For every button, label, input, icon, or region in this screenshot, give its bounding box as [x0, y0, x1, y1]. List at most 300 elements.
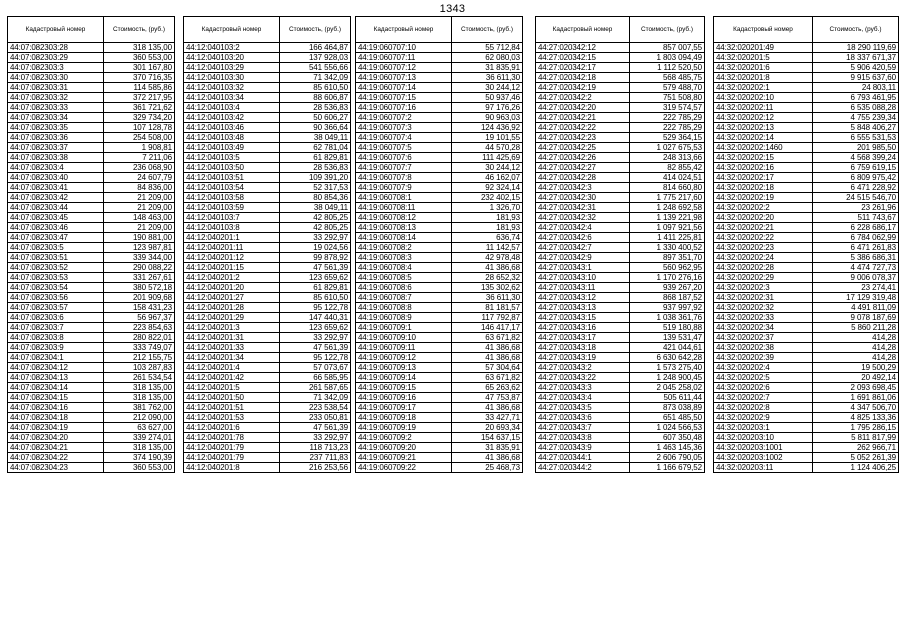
- table-row: [8, 43, 175, 53]
- cadastral-number-cell: 44:32:020203:1002: [714, 453, 813, 463]
- cadastral-number-cell: 44:27:020343:10: [536, 273, 630, 283]
- table-row: [184, 393, 351, 403]
- cadastral-number-cell: 44:19:060707:15: [356, 93, 452, 103]
- table-row: [184, 343, 351, 353]
- cadastral-number-cell: 44:27:020342:27: [536, 163, 630, 173]
- cadastral-number-cell: 44:19:060709:20: [356, 443, 452, 453]
- cost-cell: 19 101,55: [452, 133, 523, 143]
- table-row: [184, 253, 351, 263]
- cadastral-number-cell: 44:32:020202:11: [714, 103, 813, 113]
- cost-cell: 414,28: [813, 353, 899, 363]
- cost-cell: 28 536,83: [280, 163, 351, 173]
- cost-cell: 47 561,39: [280, 343, 351, 353]
- cadastral-number-cell: 44:12:040201:42: [184, 373, 280, 383]
- table-row: [536, 213, 705, 223]
- cost-cell: 280 822,01: [104, 333, 175, 343]
- cadastral-number-cell: 44:19:060707:16: [356, 103, 452, 113]
- table-row: [356, 43, 523, 53]
- cost-cell: 63 627,00: [104, 423, 175, 433]
- cost-cell: 123 987,81: [104, 243, 175, 253]
- table-row: [8, 463, 175, 473]
- table-row: [714, 223, 899, 233]
- table-row: [356, 73, 523, 83]
- table-row: [714, 93, 899, 103]
- cadastral-number-cell: 44:19:060708:7: [356, 293, 452, 303]
- cadastral-number-cell: 44:32:020203:1001: [714, 443, 813, 453]
- table-row: [8, 233, 175, 243]
- table-row: [714, 363, 899, 373]
- cost-cell: 190 881,00: [104, 233, 175, 243]
- table-header-row: [536, 17, 705, 43]
- cadastral-number-cell: 44:32:020202:1460: [714, 143, 813, 153]
- cadastral-number-cell: 44:19:060708:8: [356, 303, 452, 313]
- table-row: [714, 73, 899, 83]
- table-row: [8, 343, 175, 353]
- cadastral-number-cell: 44:27:020342:28: [536, 173, 630, 183]
- cadastral-number-cell: 44:32:020202:39: [714, 353, 813, 363]
- cadastral-number-cell: 44:32:020202:3: [714, 283, 813, 293]
- cost-cell: 1 248 692,58: [630, 203, 705, 213]
- cadastral-number-cell: 44:07:082303:28: [8, 43, 104, 53]
- cost-cell: 47 753,87: [452, 393, 523, 403]
- cost-cell: 82 855,42: [630, 163, 705, 173]
- table-row: [356, 393, 523, 403]
- table-row: [184, 73, 351, 83]
- cadastral-number-cell: 44:07:082303:52: [8, 263, 104, 273]
- table-row: [356, 83, 523, 93]
- cadastral-number-cell: 44:12:040201:5: [184, 383, 280, 393]
- cadastral-number-cell: 44:07:082303:51: [8, 253, 104, 263]
- cadastral-number-cell: 44:27:020342:22: [536, 123, 630, 133]
- cadastral-number-cell: 44:27:020342:21: [536, 113, 630, 123]
- table-row: [8, 123, 175, 133]
- cost-cell: 44 570,28: [452, 143, 523, 153]
- cadastral-number-cell: 44:12:040201:78: [184, 433, 280, 443]
- cost-cell: 65 263,62: [452, 383, 523, 393]
- cadastral-number-cell: 44:19:060708:2: [356, 243, 452, 253]
- table-row: [8, 103, 175, 113]
- cost-cell: 868 187,52: [630, 293, 705, 303]
- table-row: [714, 443, 899, 453]
- cost-cell: 166 464,87: [280, 43, 351, 53]
- cadastral-number-cell: 44:07:082303:8: [8, 333, 104, 343]
- cadastral-number-cell: 44:19:060707:14: [356, 83, 452, 93]
- cost-cell: 237 711,83: [280, 453, 351, 463]
- cadastral-number-cell: 44:27:020342:2: [536, 93, 630, 103]
- cost-cell: 21 209,00: [104, 203, 175, 213]
- cadastral-number-cell: 44:32:020202:8: [714, 403, 813, 413]
- cost-cell: 1 795 286,15: [813, 423, 899, 433]
- cost-cell: 28 652,32: [452, 273, 523, 283]
- cost-cell: 370 716,35: [104, 73, 175, 83]
- cadastral-number-cell: 44:07:082303:46: [8, 223, 104, 233]
- cost-cell: 95 122,78: [280, 303, 351, 313]
- cost-cell: 333 749,07: [104, 343, 175, 353]
- table-row: [8, 283, 175, 293]
- table-row: [8, 163, 175, 173]
- cost-cell: 1 139 221,98: [630, 213, 705, 223]
- cost-cell: 414,28: [813, 343, 899, 353]
- cadastral-number-cell: 44:19:060707:4: [356, 133, 452, 143]
- cost-cell: 90 963,03: [452, 113, 523, 123]
- cost-cell: 380 572,18: [104, 283, 175, 293]
- cadastral-number-cell: 44:12:040103:46: [184, 123, 280, 133]
- table-row: [184, 133, 351, 143]
- table-row: [536, 433, 705, 443]
- cadastral-number-cell: 44:07:082303:38: [8, 153, 104, 163]
- table-row: [536, 193, 705, 203]
- cost-cell: 20 693,34: [452, 423, 523, 433]
- cost-cell: 1 775 217,60: [630, 193, 705, 203]
- cost-cell: 33 427,71: [452, 413, 523, 423]
- table-row: [536, 203, 705, 213]
- cadastral-number-cell: 44:12:040201:34: [184, 353, 280, 363]
- cost-cell: 5 811 817,99: [813, 433, 899, 443]
- registry-tables: [7, 16, 901, 638]
- table-row: [356, 253, 523, 263]
- table-row: [536, 73, 705, 83]
- cadastral-number-cell: 44:32:020202:34: [714, 323, 813, 333]
- cadastral-number-cell: 44:32:020202:10: [714, 93, 813, 103]
- table-row: [184, 313, 351, 323]
- table-row: [714, 53, 899, 63]
- cost-cell: 248 313,66: [630, 153, 705, 163]
- cost-cell: 38 049,11: [280, 133, 351, 143]
- cadastral-number-cell: 44:12:040103:8: [184, 223, 280, 233]
- cadastral-number-cell: 44:27:020342:18: [536, 73, 630, 83]
- cost-cell: 212 090,00: [104, 413, 175, 423]
- table-row: [356, 293, 523, 303]
- table-row: [184, 443, 351, 453]
- cadastral-number-cell: 44:32:020201:5: [714, 53, 813, 63]
- cost-cell: 232 402,15: [452, 193, 523, 203]
- cost-cell: 541 556,66: [280, 63, 351, 73]
- cost-cell: 223 538,54: [280, 403, 351, 413]
- cadastral-number-cell: 44:27:020342:23: [536, 133, 630, 143]
- cost-cell: 261 587,65: [280, 383, 351, 393]
- column-header-cadastral-number: Кадастровый номер: [714, 17, 813, 43]
- cost-cell: 5 860 211,28: [813, 323, 899, 333]
- table-row: [356, 343, 523, 353]
- table-row: [536, 383, 705, 393]
- table-row: [184, 103, 351, 113]
- cost-cell: 47 561,39: [280, 263, 351, 273]
- cost-cell: 216 253,56: [280, 463, 351, 473]
- cadastral-number-cell: 44:07:082304:14: [8, 383, 104, 393]
- cost-cell: 36 611,30: [452, 73, 523, 83]
- cadastral-number-cell: 44:19:060708:12: [356, 213, 452, 223]
- cadastral-number-cell: 44:07:082304:19: [8, 423, 104, 433]
- table-row: [714, 193, 899, 203]
- cadastral-number-cell: 44:07:082303:33: [8, 103, 104, 113]
- cost-cell: 222 785,29: [630, 113, 705, 123]
- column-header-cost: Стоимость, (руб.): [630, 17, 705, 43]
- table-row: [8, 93, 175, 103]
- cadastral-table: [713, 16, 899, 473]
- cost-cell: 50 937,46: [452, 93, 523, 103]
- cadastral-number-cell: 44:07:082304:23: [8, 463, 104, 473]
- cost-cell: 223 854,63: [104, 323, 175, 333]
- cadastral-number-cell: 44:32:020202:28: [714, 263, 813, 273]
- cadastral-number-cell: 44:12:040201:31: [184, 333, 280, 343]
- table-row: [356, 103, 523, 113]
- cost-cell: 57 073,67: [280, 363, 351, 373]
- table-row: [536, 403, 705, 413]
- cadastral-number-cell: 44:32:020202:7: [714, 393, 813, 403]
- cadastral-number-cell: 44:27:020342:25: [536, 143, 630, 153]
- table-row: [714, 173, 899, 183]
- table-row: [714, 413, 899, 423]
- cadastral-number-cell: 44:19:060709:2: [356, 433, 452, 443]
- table-row: [536, 173, 705, 183]
- cadastral-number-cell: 44:32:020202:23: [714, 243, 813, 253]
- cost-cell: 1 038 361,76: [630, 313, 705, 323]
- table-row: [536, 293, 705, 303]
- cadastral-number-cell: 44:07:082303:30: [8, 73, 104, 83]
- cost-cell: 339 344,00: [104, 253, 175, 263]
- table-row: [8, 443, 175, 453]
- cost-cell: 36 611,30: [452, 293, 523, 303]
- table-row: [356, 403, 523, 413]
- cost-cell: 360 553,00: [104, 463, 175, 473]
- cost-cell: 381 762,00: [104, 403, 175, 413]
- cost-cell: 21 209,00: [104, 193, 175, 203]
- cadastral-number-cell: 44:07:082303:4: [8, 163, 104, 173]
- cadastral-number-cell: 44:12:040103:51: [184, 173, 280, 183]
- table-row: [8, 63, 175, 73]
- cost-cell: 88 606,87: [280, 93, 351, 103]
- table-row: [184, 283, 351, 293]
- table-header-row: [8, 17, 175, 43]
- cadastral-number-cell: 44:32:020202:17: [714, 173, 813, 183]
- cost-cell: 5 906 420,59: [813, 63, 899, 73]
- cost-cell: 137 928,03: [280, 53, 351, 63]
- cost-cell: 33 292,97: [280, 233, 351, 243]
- cost-cell: 71 342,09: [280, 73, 351, 83]
- table-row: [184, 303, 351, 313]
- cadastral-number-cell: 44:12:040201:33: [184, 343, 280, 353]
- table-row: [356, 373, 523, 383]
- table-row: [8, 453, 175, 463]
- cadastral-number-cell: 44:07:082303:9: [8, 343, 104, 353]
- cost-cell: 607 350,48: [630, 433, 705, 443]
- cadastral-number-cell: 44:27:020342:12: [536, 43, 630, 53]
- cadastral-number-cell: 44:32:020202:24: [714, 253, 813, 263]
- table-row: [184, 203, 351, 213]
- cadastral-number-cell: 44:19:060708:3: [356, 253, 452, 263]
- cost-cell: 505 611,44: [630, 393, 705, 403]
- cost-cell: 1 170 276,16: [630, 273, 705, 283]
- cost-cell: 873 038,89: [630, 403, 705, 413]
- table-row: [356, 383, 523, 393]
- cadastral-table: [355, 16, 523, 473]
- cadastral-number-cell: 44:27:020343:4: [536, 393, 630, 403]
- cost-cell: 414,28: [813, 333, 899, 343]
- cost-cell: 50 606,27: [280, 113, 351, 123]
- cost-cell: 25 468,73: [452, 463, 523, 473]
- cost-cell: 41 386,68: [452, 353, 523, 363]
- table-row: [184, 63, 351, 73]
- cadastral-number-cell: 44:19:060709:19: [356, 423, 452, 433]
- cost-cell: 236 068,90: [104, 163, 175, 173]
- cost-cell: 5 848 406,27: [813, 123, 899, 133]
- cost-cell: 9 915 637,60: [813, 73, 899, 83]
- cost-cell: 31 835,91: [452, 443, 523, 453]
- table-row: [356, 273, 523, 283]
- cadastral-number-cell: 44:27:020343:19: [536, 353, 630, 363]
- cost-cell: 11 142,57: [452, 243, 523, 253]
- cadastral-number-cell: 44:19:060707:3: [356, 123, 452, 133]
- cost-cell: 222 785,29: [630, 123, 705, 133]
- cadastral-number-cell: 44:07:082303:37: [8, 143, 104, 153]
- table-row: [184, 83, 351, 93]
- cadastral-number-cell: 44:07:082303:31: [8, 83, 104, 93]
- table-row: [8, 293, 175, 303]
- table-row: [8, 363, 175, 373]
- cadastral-number-cell: 44:12:040103:30: [184, 73, 280, 83]
- table-row: [356, 183, 523, 193]
- cost-cell: 4 491 811,09: [813, 303, 899, 313]
- cost-cell: 636,74: [452, 233, 523, 243]
- cadastral-number-cell: 44:12:040103:2: [184, 43, 280, 53]
- table-row: [536, 53, 705, 63]
- cost-cell: 374 190,39: [104, 453, 175, 463]
- cadastral-number-cell: 44:19:060708:14: [356, 233, 452, 243]
- cadastral-number-cell: 44:12:040201:6: [184, 423, 280, 433]
- cadastral-number-cell: 44:32:020202:18: [714, 183, 813, 193]
- table-row: [714, 83, 899, 93]
- table-row: [714, 313, 899, 323]
- table-row: [536, 313, 705, 323]
- cadastral-number-cell: 44:07:082303:3: [8, 63, 104, 73]
- cost-cell: 318 135,00: [104, 383, 175, 393]
- table-row: [714, 163, 899, 173]
- table-row: [714, 113, 899, 123]
- cadastral-number-cell: 44:12:040201:11: [184, 243, 280, 253]
- table-row: [536, 453, 705, 463]
- table-header-row: [714, 17, 899, 43]
- cost-cell: 262 966,71: [813, 443, 899, 453]
- cadastral-number-cell: 44:19:060709:14: [356, 373, 452, 383]
- table-row: [184, 433, 351, 443]
- cadastral-number-cell: 44:32:020202:12: [714, 113, 813, 123]
- cadastral-number-cell: 44:27:020343:12: [536, 293, 630, 303]
- cadastral-number-cell: 44:12:040201:1: [184, 233, 280, 243]
- cost-cell: 181,93: [452, 223, 523, 233]
- cadastral-number-cell: 44:19:060708:1: [356, 193, 452, 203]
- cadastral-number-cell: 44:12:040201:28: [184, 303, 280, 313]
- table-row: [536, 253, 705, 263]
- cost-cell: 360 553,00: [104, 53, 175, 63]
- cadastral-table: [7, 16, 175, 473]
- cadastral-number-cell: 44:19:060707:8: [356, 173, 452, 183]
- cadastral-number-cell: 44:07:082303:45: [8, 213, 104, 223]
- cost-cell: 90 366,64: [280, 123, 351, 133]
- table-row: [184, 43, 351, 53]
- table-row: [536, 93, 705, 103]
- cost-cell: 1 326,70: [452, 203, 523, 213]
- table-row: [356, 63, 523, 73]
- table-row: [356, 283, 523, 293]
- table-row: [184, 183, 351, 193]
- table-row: [8, 333, 175, 343]
- cost-cell: 154 637,15: [452, 433, 523, 443]
- cost-cell: 42 805,25: [280, 213, 351, 223]
- cost-cell: 111 425,69: [452, 153, 523, 163]
- table-row: [184, 223, 351, 233]
- cadastral-number-cell: 44:27:020342:3: [536, 183, 630, 193]
- table-row: [714, 123, 899, 133]
- table-row: [356, 203, 523, 213]
- cost-cell: 57 304,64: [452, 363, 523, 373]
- cadastral-number-cell: 44:27:020343:16: [536, 323, 630, 333]
- table-row: [356, 53, 523, 63]
- table-row: [714, 333, 899, 343]
- cadastral-number-cell: 44:12:040103:49: [184, 143, 280, 153]
- cost-cell: 135 302,62: [452, 283, 523, 293]
- cost-cell: 63 671,82: [452, 333, 523, 343]
- cost-cell: 23 261,96: [813, 203, 899, 213]
- cost-cell: 529 364,15: [630, 133, 705, 143]
- cost-cell: 41 386,68: [452, 403, 523, 413]
- table-row: [536, 123, 705, 133]
- table-row: [8, 413, 175, 423]
- table-row: [356, 93, 523, 103]
- cadastral-number-cell: 44:27:020342:9: [536, 253, 630, 263]
- cadastral-number-cell: 44:12:040103:58: [184, 193, 280, 203]
- table-row: [536, 423, 705, 433]
- cost-cell: 421 044,61: [630, 343, 705, 353]
- table-row: [714, 423, 899, 433]
- cadastral-number-cell: 44:27:020343:7: [536, 423, 630, 433]
- table-row: [536, 163, 705, 173]
- cadastral-number-cell: 44:07:082304:21: [8, 443, 104, 453]
- cadastral-number-cell: 44:27:020342:19: [536, 83, 630, 93]
- cadastral-number-cell: 44:19:060707:7: [356, 163, 452, 173]
- cadastral-number-cell: 44:12:040103:5: [184, 153, 280, 163]
- table-row: [536, 363, 705, 373]
- cost-cell: 254 508,00: [104, 133, 175, 143]
- table-row: [184, 143, 351, 153]
- table-row: [184, 403, 351, 413]
- table-row: [714, 183, 899, 193]
- cadastral-number-cell: 44:32:020202:6: [714, 383, 813, 393]
- table-row: [714, 403, 899, 413]
- column-header-cadastral-number: Кадастровый номер: [184, 17, 280, 43]
- cadastral-number-cell: 44:19:060709:22: [356, 463, 452, 473]
- table-row: [356, 163, 523, 173]
- cadastral-number-cell: 44:12:040103:20: [184, 53, 280, 63]
- cadastral-number-cell: 44:19:060707:12: [356, 63, 452, 73]
- table-row: [184, 333, 351, 343]
- page-number: 1343: [439, 3, 466, 15]
- table-row: [356, 433, 523, 443]
- cost-cell: 123 659,62: [280, 323, 351, 333]
- cadastral-number-cell: 44:27:020343:1: [536, 263, 630, 273]
- table-row: [184, 373, 351, 383]
- table-row: [536, 113, 705, 123]
- table-row: [714, 343, 899, 353]
- table-row: [714, 133, 899, 143]
- table-row: [536, 83, 705, 93]
- cadastral-number-cell: 44:19:060708:6: [356, 283, 452, 293]
- table-row: [536, 323, 705, 333]
- cadastral-number-cell: 44:27:020343:5: [536, 403, 630, 413]
- table-row: [8, 383, 175, 393]
- cost-cell: 519 180,88: [630, 323, 705, 333]
- cadastral-number-cell: 44:19:060708:11: [356, 203, 452, 213]
- cost-cell: 6 535 088,28: [813, 103, 899, 113]
